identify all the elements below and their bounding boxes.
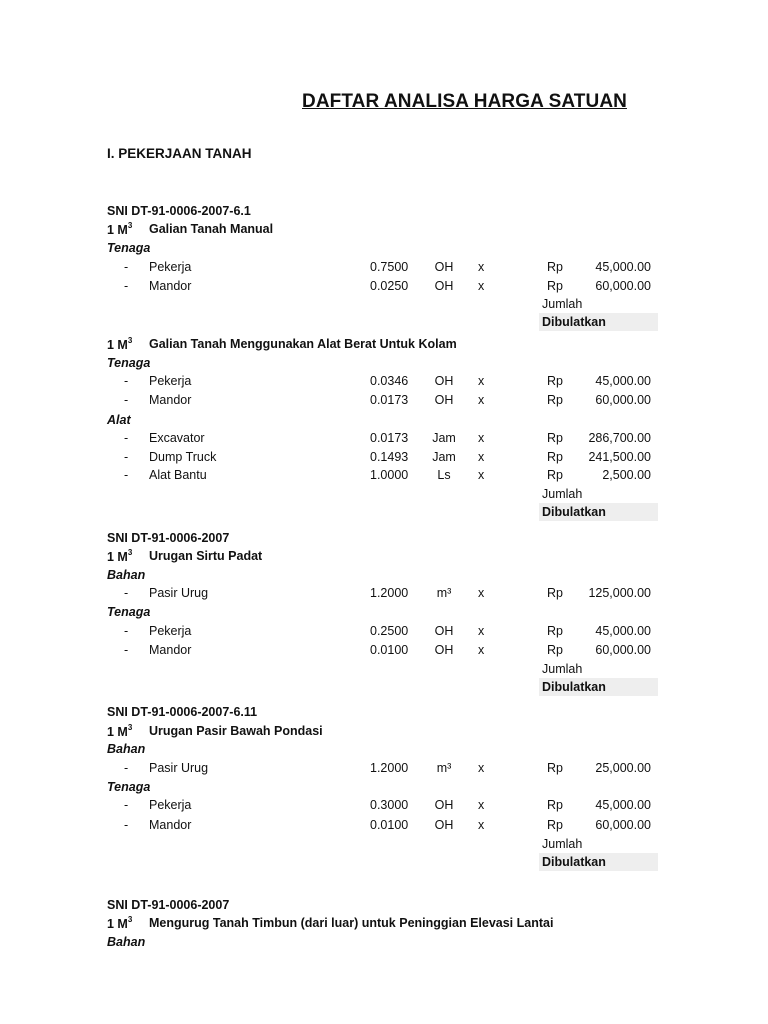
item-name: Excavator <box>149 431 205 445</box>
unit-exponent: 3 <box>127 915 133 924</box>
item-coefficient: 1.2000 <box>370 761 409 775</box>
unit-heading <box>107 337 132 352</box>
item-price: 60,000.00 <box>595 818 651 832</box>
unit-measure: 1 M <box>107 223 128 238</box>
multiply-sign: x <box>478 260 485 274</box>
item-price: 45,000.00 <box>595 624 651 638</box>
dibulatkan-label: Dibulatkan <box>542 680 606 694</box>
unit-heading <box>107 222 132 237</box>
unit-exponent: 3 <box>127 221 133 230</box>
unit-measure: 1 M <box>107 725 128 740</box>
item-unit: OH <box>434 279 454 293</box>
resource-group-label: Bahan <box>107 568 146 582</box>
sni-code: SNI DT-91-0006-2007-6.11 <box>107 705 258 719</box>
item-coefficient: 0.0250 <box>370 279 409 293</box>
unit-measure: 1 M <box>107 917 128 932</box>
row-dash: - <box>124 818 129 832</box>
item-name: Mandor <box>149 393 192 407</box>
item-price: 125,000.00 <box>588 586 651 600</box>
currency-label: Rp <box>547 431 563 445</box>
multiply-sign: x <box>478 643 485 657</box>
item-name: Pekerja <box>149 624 192 638</box>
currency-label: Rp <box>547 468 563 482</box>
item-name: Dump Truck <box>149 450 217 464</box>
item-name: Pekerja <box>149 798 192 812</box>
resource-group-label: Tenaga <box>107 356 151 370</box>
item-name: Pekerja <box>149 374 192 388</box>
item-unit: OH <box>434 818 454 832</box>
currency-label: Rp <box>547 798 563 812</box>
item-unit: OH <box>434 374 454 388</box>
unit-heading <box>107 916 132 931</box>
jumlah-label: Jumlah <box>542 487 583 501</box>
currency-label: Rp <box>547 818 563 832</box>
multiply-sign: x <box>478 818 485 832</box>
jumlah-label: Jumlah <box>542 837 583 851</box>
work-item-title: Galian Tanah Manual <box>149 222 274 236</box>
resource-group-label: Alat <box>107 413 131 427</box>
multiply-sign: x <box>478 586 485 600</box>
currency-label: Rp <box>547 374 563 388</box>
row-dash: - <box>124 431 129 445</box>
sni-code: SNI DT-91-0006-2007 <box>107 898 230 912</box>
dibulatkan-label: Dibulatkan <box>542 855 606 869</box>
item-coefficient: 0.1493 <box>370 450 409 464</box>
item-price: 241,500.00 <box>588 450 651 464</box>
item-unit: OH <box>434 393 454 407</box>
currency-label: Rp <box>547 393 563 407</box>
row-dash: - <box>124 468 129 482</box>
multiply-sign: x <box>478 374 485 388</box>
multiply-sign: x <box>478 761 485 775</box>
item-price: 60,000.00 <box>595 393 651 407</box>
currency-label: Rp <box>547 624 563 638</box>
item-coefficient: 0.0173 <box>370 431 409 445</box>
multiply-sign: x <box>478 431 485 445</box>
item-coefficient: 1.2000 <box>370 586 409 600</box>
sni-code: SNI DT-91-0006-2007 <box>107 531 230 545</box>
unit-heading <box>107 724 132 739</box>
item-coefficient: 0.3000 <box>370 798 409 812</box>
resource-group-label: Tenaga <box>107 605 151 619</box>
item-coefficient: 0.0100 <box>370 643 409 657</box>
currency-label: Rp <box>547 586 563 600</box>
item-unit: Jam <box>432 431 456 445</box>
row-dash: - <box>124 450 129 464</box>
resource-group-label: Tenaga <box>107 780 151 794</box>
item-unit: OH <box>434 798 454 812</box>
item-name: Alat Bantu <box>149 468 207 482</box>
sni-code: SNI DT-91-0006-2007-6.1 <box>107 204 251 218</box>
work-item-title: Mengurug Tanah Timbun (dari luar) untuk Peninggian Elevasi Lantai <box>149 916 554 930</box>
jumlah-label: Jumlah <box>542 662 583 676</box>
item-unit: Jam <box>432 450 456 464</box>
item-unit: OH <box>434 643 454 657</box>
item-unit: m³ <box>436 586 452 600</box>
row-dash: - <box>124 374 129 388</box>
dibulatkan-label: Dibulatkan <box>542 505 606 519</box>
unit-heading <box>107 549 132 564</box>
item-price: 45,000.00 <box>595 374 651 388</box>
resource-group-label: Bahan <box>107 742 146 756</box>
multiply-sign: x <box>478 393 485 407</box>
row-dash: - <box>124 279 129 293</box>
item-unit: OH <box>434 260 454 274</box>
item-unit: OH <box>434 624 454 638</box>
resource-group-label: Tenaga <box>107 241 151 255</box>
unit-exponent: 3 <box>127 548 133 557</box>
row-dash: - <box>124 586 129 600</box>
row-dash: - <box>124 798 129 812</box>
item-name: Mandor <box>149 279 192 293</box>
item-coefficient: 0.0346 <box>370 374 409 388</box>
currency-label: Rp <box>547 260 563 274</box>
dibulatkan-label: Dibulatkan <box>542 315 606 329</box>
item-price: 45,000.00 <box>595 798 651 812</box>
item-price: 286,700.00 <box>588 431 651 445</box>
item-coefficient: 0.0100 <box>370 818 409 832</box>
item-price: 25,000.00 <box>595 761 651 775</box>
unit-measure: 1 M <box>107 550 128 565</box>
currency-label: Rp <box>547 761 563 775</box>
item-price: 45,000.00 <box>595 260 651 274</box>
item-price: 60,000.00 <box>595 643 651 657</box>
work-item-title: Urugan Pasir Bawah Pondasi <box>149 724 323 738</box>
item-coefficient: 1.0000 <box>370 468 409 482</box>
item-name: Pasir Urug <box>149 761 209 775</box>
multiply-sign: x <box>478 468 485 482</box>
row-dash: - <box>124 761 129 775</box>
item-name: Mandor <box>149 643 192 657</box>
row-dash: - <box>124 393 129 407</box>
row-dash: - <box>124 624 129 638</box>
unit-exponent: 3 <box>127 336 133 345</box>
item-coefficient: 0.0173 <box>370 393 409 407</box>
currency-label: Rp <box>547 643 563 657</box>
currency-label: Rp <box>547 279 563 293</box>
multiply-sign: x <box>478 450 485 464</box>
item-coefficient: 0.7500 <box>370 260 409 274</box>
item-name: Pekerja <box>149 260 192 274</box>
currency-label: Rp <box>547 450 563 464</box>
item-price: 2,500.00 <box>602 468 651 482</box>
jumlah-label: Jumlah <box>542 297 583 311</box>
page-title: DAFTAR ANALISA HARGA SATUAN <box>302 91 627 112</box>
row-dash: - <box>124 643 129 657</box>
item-name: Mandor <box>149 818 192 832</box>
unit-measure: 1 M <box>107 338 128 353</box>
item-name: Pasir Urug <box>149 586 209 600</box>
item-unit: Ls <box>437 468 451 482</box>
work-item-title: Urugan Sirtu Padat <box>149 549 263 563</box>
item-price: 60,000.00 <box>595 279 651 293</box>
item-coefficient: 0.2500 <box>370 624 409 638</box>
resource-group-label: Bahan <box>107 935 146 949</box>
item-unit: m³ <box>436 761 452 775</box>
section-heading: I. PEKERJAAN TANAH <box>107 146 252 161</box>
multiply-sign: x <box>478 624 485 638</box>
row-dash: - <box>124 260 129 274</box>
unit-exponent: 3 <box>127 723 133 732</box>
multiply-sign: x <box>478 798 485 812</box>
work-item-title: Galian Tanah Menggunakan Alat Berat Untuk Kolam <box>149 337 457 351</box>
multiply-sign: x <box>478 279 485 293</box>
